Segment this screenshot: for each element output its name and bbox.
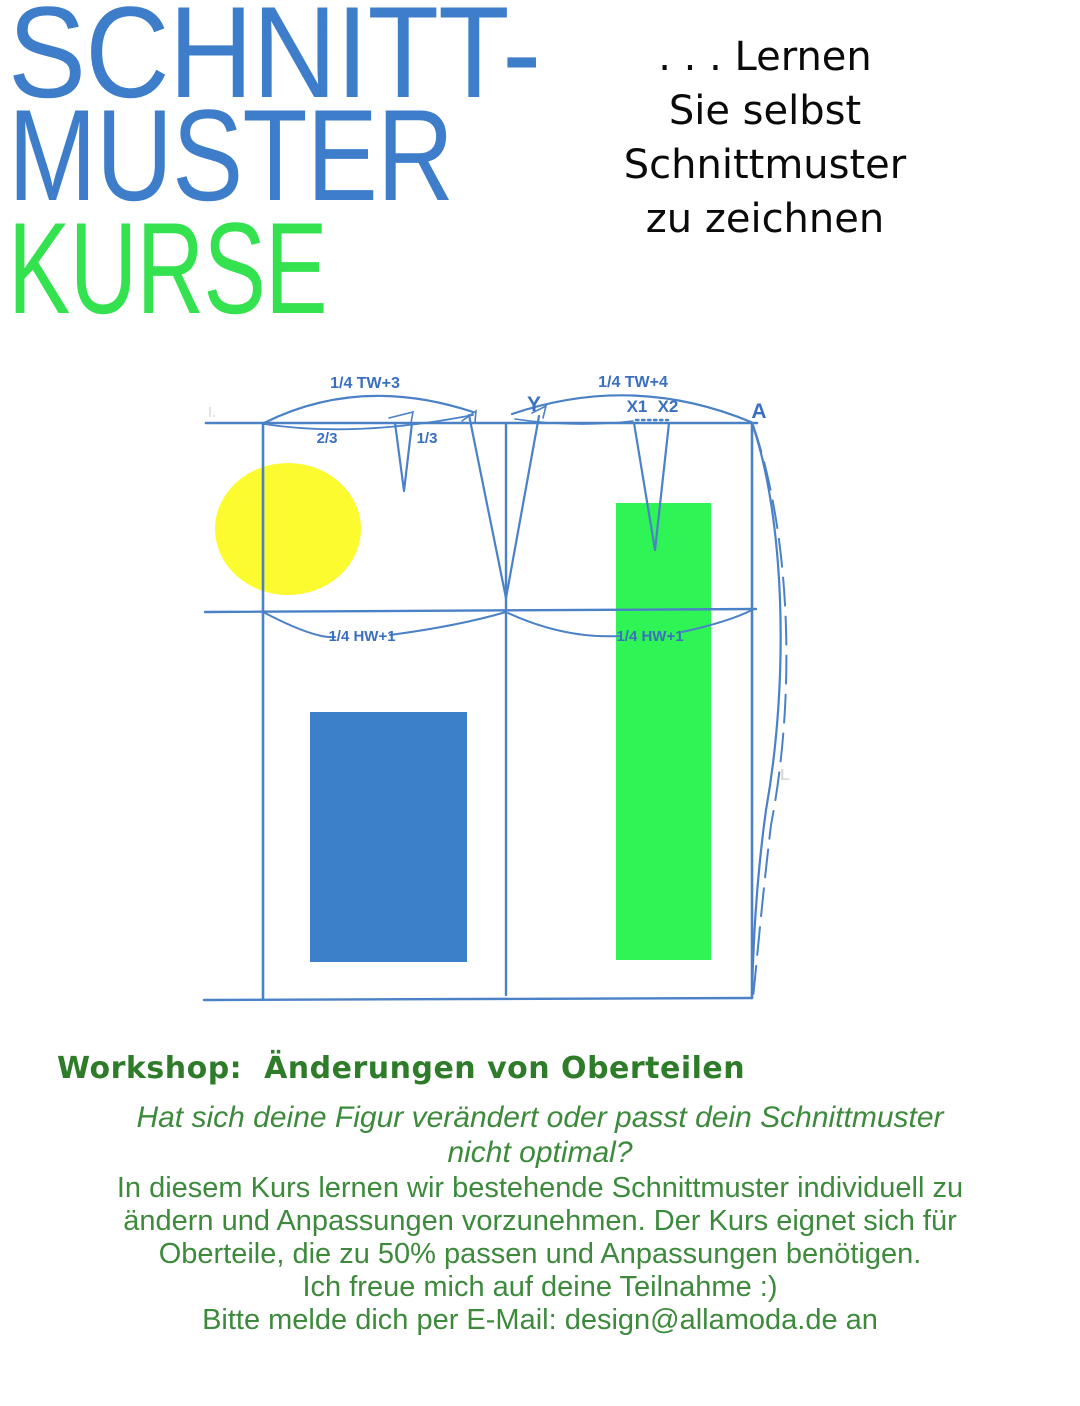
workshop-heading: Workshop: Änderungen von Oberteilen <box>57 1051 746 1086</box>
label-tw-left: 1/4 TW+3 <box>330 375 400 392</box>
arc-hw-left-b <box>390 612 506 635</box>
label-point-x2: X2 <box>657 397 679 416</box>
workshop-question-line-2: nicht optimal? <box>447 1136 633 1169</box>
workshop-question <box>25 1100 1055 1170</box>
workshop-description-line-1: In diesem Kurs lernen wir bestehende Schnittmuster individuell zu <box>116 1172 964 1204</box>
label-point-x1: X1 <box>626 397 648 416</box>
poster-title <box>8 0 628 340</box>
tagline-line-1: . . . Lernen <box>658 34 872 80</box>
workshop-question-line-1: Hat sich deine Figur verändert oder passt dein Schnittmuster <box>136 1101 944 1134</box>
label-point-y: Y <box>526 393 542 416</box>
tagline-line-2: Sie selbst <box>668 88 862 134</box>
tagline <box>565 30 965 246</box>
scan-artifact-mark: L <box>780 767 790 784</box>
green-rect-overlay <box>616 503 711 960</box>
workshop-description <box>25 1172 1055 1337</box>
yellow-ellipse-overlay <box>215 463 361 595</box>
arc-hw-right-a <box>508 613 620 636</box>
title-line-schnitt: SCHNITT- <box>8 0 541 125</box>
scan-artifact-mark: l. <box>208 404 216 420</box>
label-point-a: A <box>751 400 767 423</box>
title-line-muster: MUSTER <box>8 82 454 228</box>
dart-flag <box>389 412 413 423</box>
workshop-description-line-3: Oberteile, die zu 50% passen und Anpassungen benötigen. <box>158 1238 922 1270</box>
label-two-thirds: 2/3 <box>316 430 338 447</box>
dart-center <box>469 415 539 598</box>
workshop-description-line-2: ändern und Anpassungen vorzunehmen. Der Kurs eignet sich für <box>123 1205 957 1237</box>
label-hw-right: 1/4 HW+1 <box>616 628 684 645</box>
label-tw-right: 1/4 TW+4 <box>598 374 668 391</box>
title-line-kurse: KURSE <box>8 195 327 341</box>
pattern-drawing <box>190 355 810 1015</box>
tagline-line-4: zu zeichnen <box>645 196 885 242</box>
label-one-third: 1/3 <box>416 430 438 447</box>
side-seam-curve-outer <box>753 425 786 998</box>
dart-small-left <box>395 423 412 491</box>
arc-tw-left <box>264 396 473 423</box>
blue-rect-overlay <box>310 712 467 962</box>
label-hw-left: 1/4 HW+1 <box>328 628 396 645</box>
arc-hw-left-a <box>265 613 335 637</box>
side-seam-curve-inner <box>752 423 781 998</box>
hem-line <box>204 998 752 1000</box>
workshop-description-line-5: Bitte melde dich per E-Mail: design@allamoda.de an <box>202 1304 878 1336</box>
workshop-description-line-4: Ich freue mich auf deine Teilnahme :) <box>302 1271 778 1303</box>
tagline-line-3: Schnittmuster <box>623 142 907 188</box>
